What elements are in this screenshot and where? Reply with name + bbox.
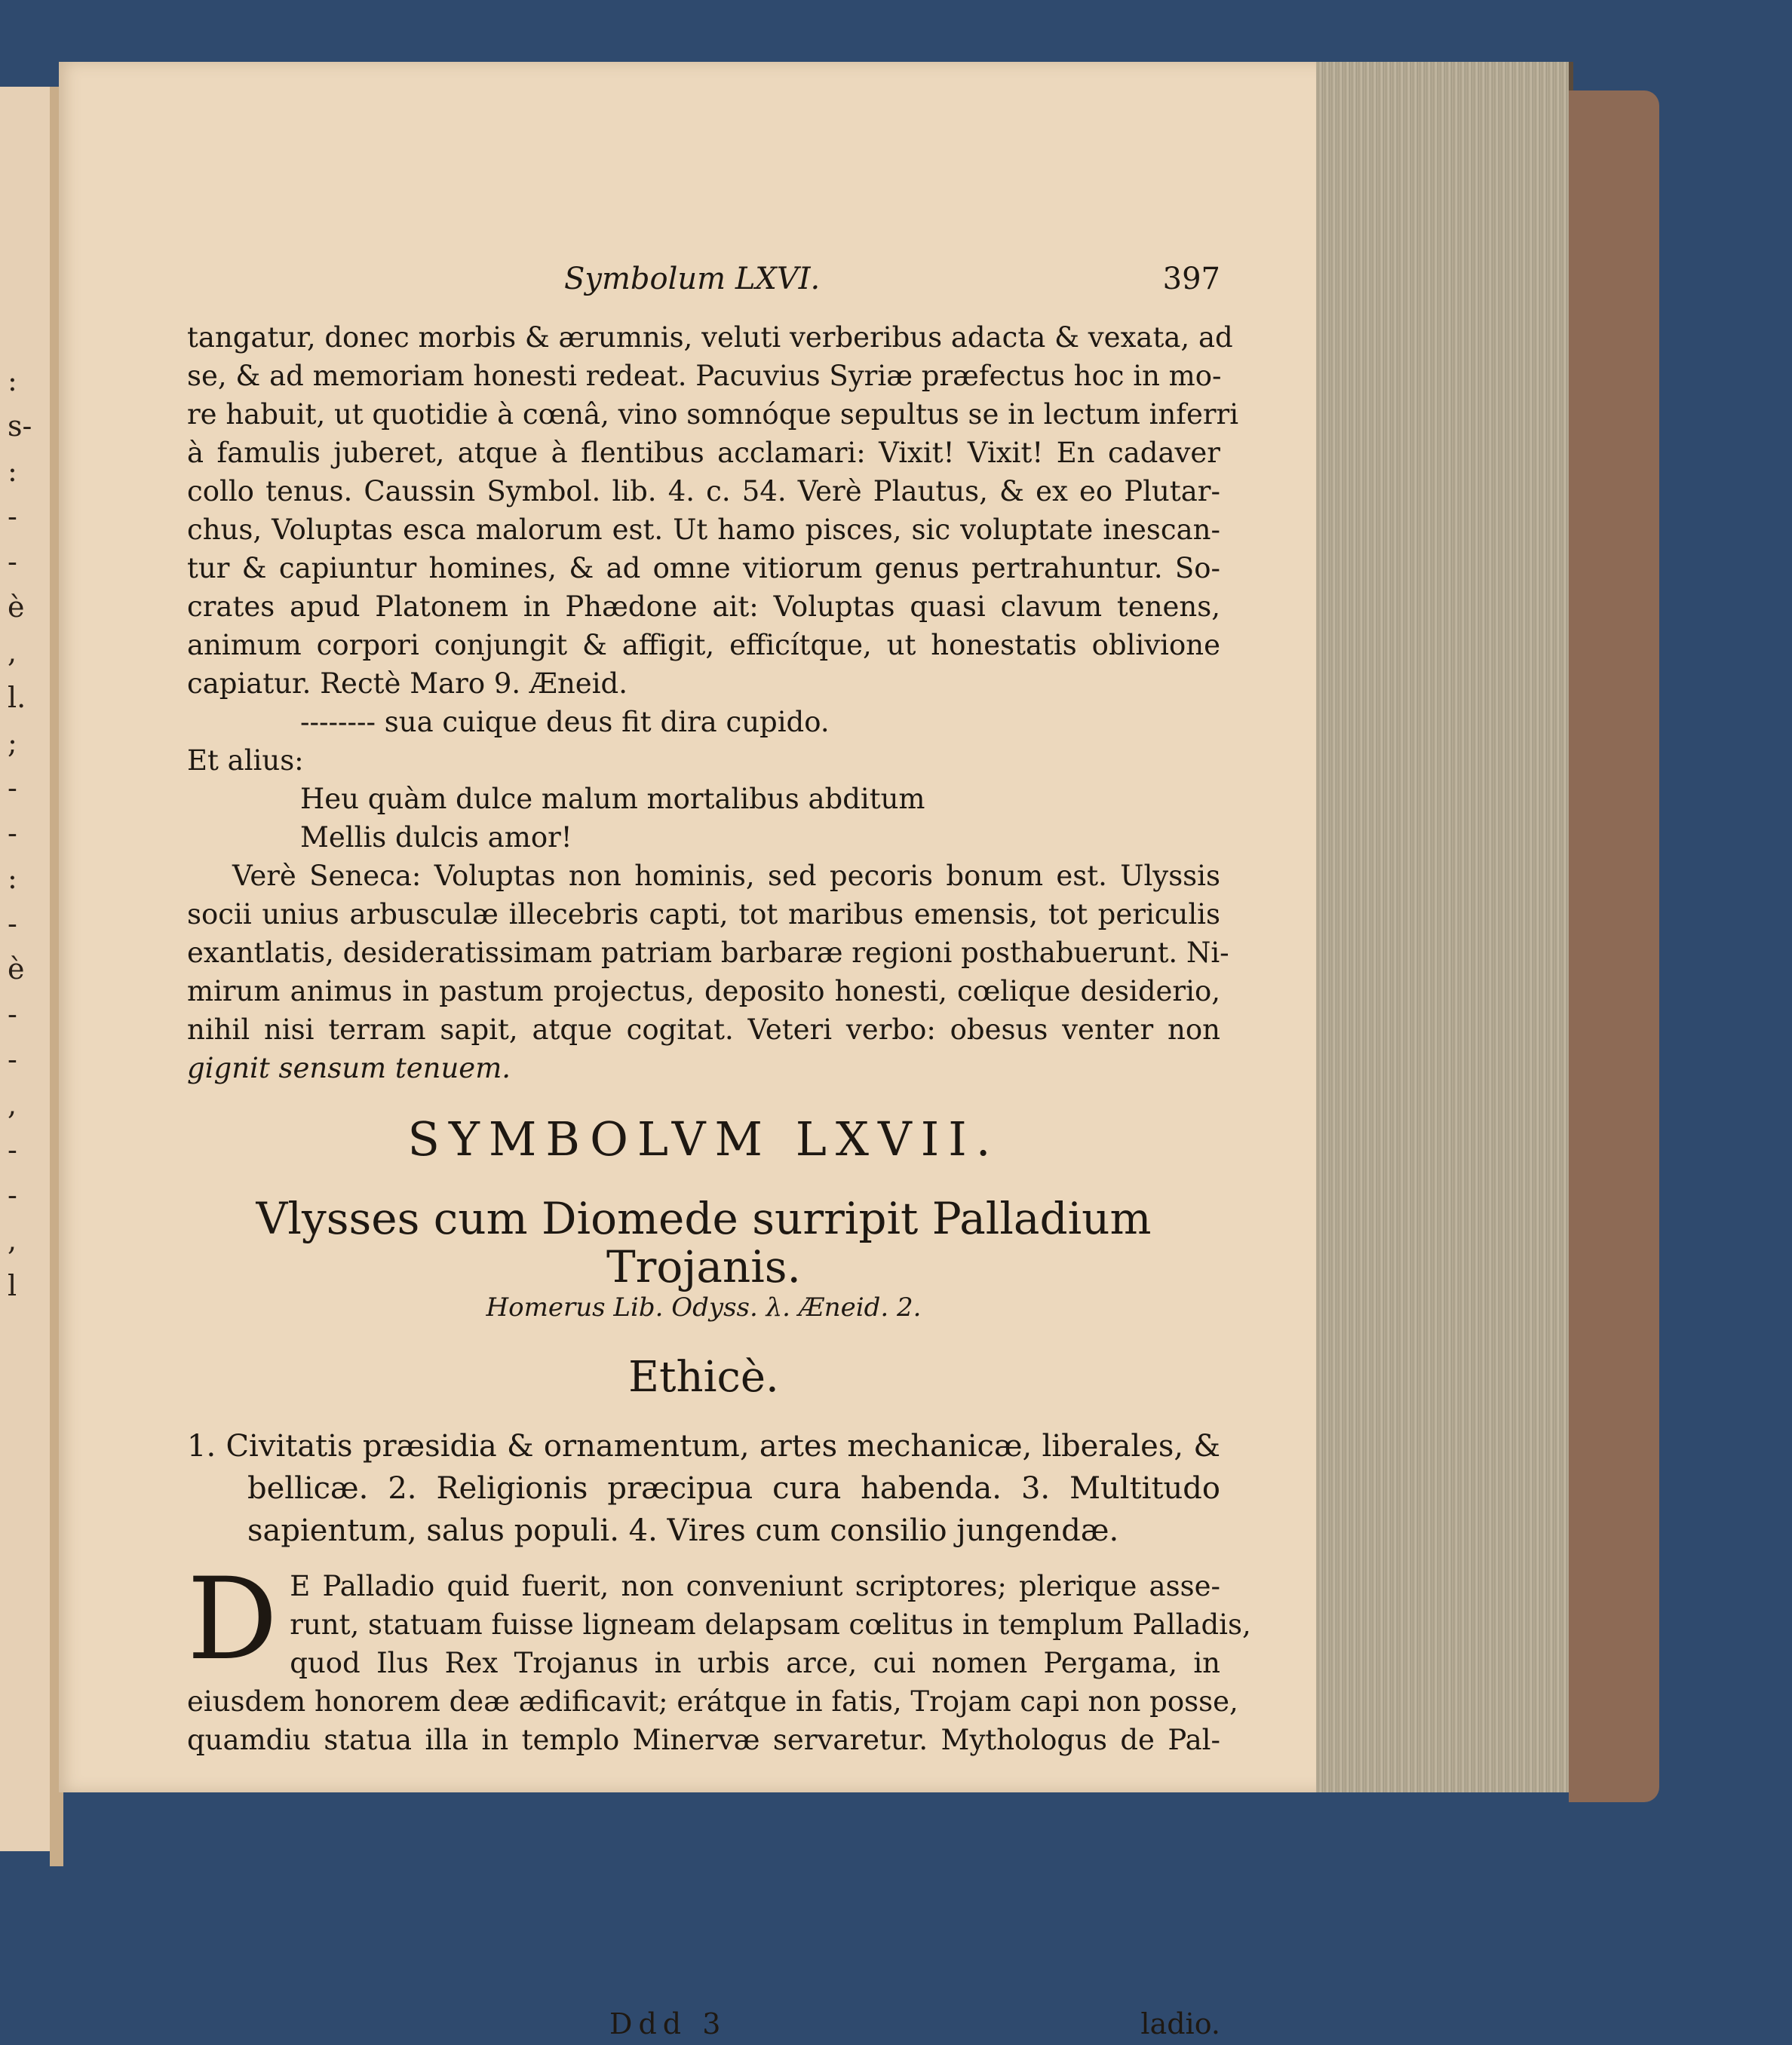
final-line-5: quamdiu statua illa in templo Minervæ servaretur. Mythologus de Pal- [187,1724,1220,1756]
verse-line: -------- sua cuique deus fit dira cupido. [300,706,830,738]
line-4: à famulis juberet, atque à flentibus acclamari: Vixit! Vixit! En cadaver [187,437,1220,469]
left-fragment: - [8,771,17,805]
line-11: Verè Seneca: Voluptas non hominis, sed pecoris bonum est. Ulyssis [232,860,1220,892]
line-16: gignit sensum tenuem. [187,1052,511,1084]
left-fragment: l [8,1269,17,1302]
text-body [187,318,1251,1759]
drop-cap: D [187,1554,278,1685]
running-head [187,262,1220,299]
running-title: Symbolum LXVI. [564,262,821,296]
line-14: mirum animus in pastum projectus, deposito honesti, cœlique desiderio, [187,975,1220,1007]
page-footer [187,2007,1220,2045]
ethice-heading: Ethicè. [628,1353,779,1402]
line-6: chus, Voluptas esca malorum est. Ut hamo pisces, sic voluptate inescan- [187,514,1220,546]
page-block-edge [1316,62,1573,1792]
line-12: socii unius arbusculæ illecebris capti, tot maribus emensis, tot periculis [187,898,1220,931]
numbered-line-1: 1. Civitatis præsidia & ornamentum, artes mechanicæ, liberales, & [187,1429,1220,1464]
left-fragment: - [8,998,17,1031]
left-fragment: - [8,817,17,850]
left-fragment: , [8,1224,17,1257]
left-fragment: , [8,636,17,669]
left-fragment: è [8,590,25,624]
numbered-line-2: bellicæ. 2. Religionis præcipua cura habenda. 3. Multitudo [247,1471,1220,1506]
line-15: nihil nisi terram sapit, atque cogitat. Veteri verbo: obesus venter non [187,1013,1220,1046]
catchword: ladio. [1140,2007,1220,2040]
book-spine [1569,90,1659,1802]
final-line-3: quod Ilus Rex Trojanus in urbis arce, cui nomen Pergama, in [290,1647,1220,1679]
left-fragment: s- [8,409,32,443]
left-fragment: : [8,862,17,895]
left-fragment: - [8,500,17,533]
left-fragment: , [8,1088,17,1121]
left-fragment: è [8,952,25,986]
line-8: crates apud Platonem in Phædone ait: Voluptas quasi clavum tenens, [187,590,1220,623]
verse-line-3: Mellis dulcis amor! [300,821,572,854]
right-page [59,62,1356,2040]
page-number: 397 [1162,262,1220,296]
left-fragment: : [8,364,17,397]
line-5: collo tenus. Caussin Symbol. lib. 4. c. 54. Verè Plautus, & ex eo Plutar- [187,475,1220,507]
left-fragment: - [8,545,17,578]
line-3: re habuit, ut quotidie à cœnâ, vino somnóque sepultus se in lectum inferri [187,398,1239,431]
left-fragment: - [8,907,17,940]
numbered-list [187,1425,1220,1552]
final-line-1: E Palladio quid fuerit, non conveniunt scriptores; plerique asse- [290,1570,1220,1602]
line-7: tur & capiuntur homines, & ad omne vitiorum genus pertrahuntur. So- [187,552,1220,584]
left-page-fragments [8,358,38,1308]
numbered-line-3: sapientum, salus populi. 4. Vires cum consilio jungendæ. [247,1513,1119,1548]
verse-line-2: Heu quàm dulce malum mortalibus abditum [300,783,925,815]
symbol-source: Homerus Lib. Odyss. λ. Æneid. 2. [486,1292,922,1323]
final-line-2: runt, statuam fuisse ligneam delapsam cœlitus in templum Palladis, [290,1608,1251,1641]
symbol-heading: SYMBOLVM LXVII. [407,1111,1000,1167]
line-1: tangatur, donec morbis & ærumnis, veluti verberibus adacta & vexata, ad [187,321,1233,354]
left-fragment: - [8,1133,17,1167]
et-alius: Et alius: [187,744,304,777]
left-fragment: - [8,1043,17,1076]
signature-mark: Ddd 3 [609,2007,727,2040]
line-2: se, & ad memoriam honesti redeat. Pacuvius Syriæ præfectus hoc in mo- [187,360,1222,392]
left-fragment: : [8,455,17,488]
symbol-title: Vlysses cum Diomede surripit Palladium Trojanis. [256,1193,1152,1292]
left-fragment: ; [8,726,17,759]
left-fragment: - [8,1179,17,1212]
line-10: capiatur. Rectè Maro 9. Æneid. [187,667,628,700]
final-line-4: eiusdem honorem deæ ædificavit; erátque in fatis, Trojam capi non posse, [187,1685,1238,1718]
line-9: animum corpori conjungit & affigit, efficítque, ut honestatis oblivione [187,629,1220,661]
left-fragment: l. [8,681,26,714]
line-13: exantlatis, desideratissimam patriam barbaræ regioni posthabuerunt. Ni- [187,937,1229,969]
final-paragraph [187,1554,1251,1759]
